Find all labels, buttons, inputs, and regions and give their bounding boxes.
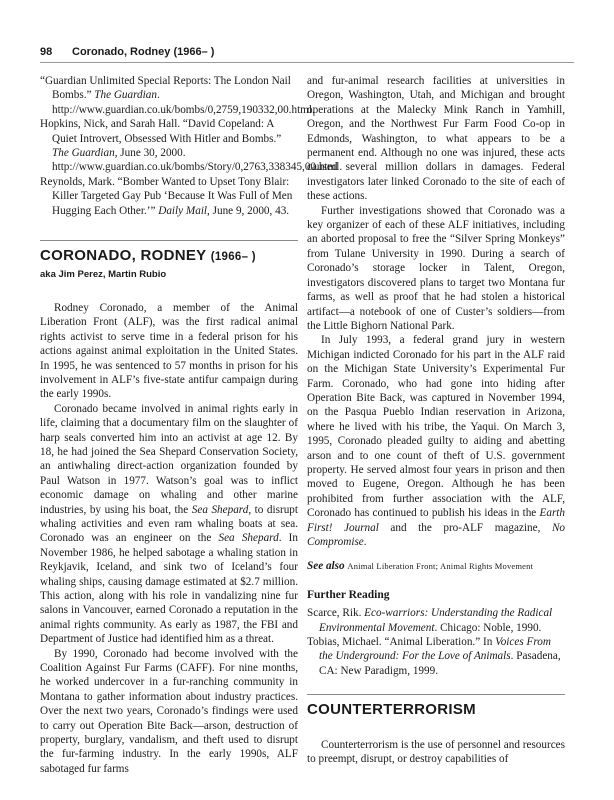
body-paragraph: Further investigations showed that Coronado was a key organizer of each of these ALF initiatives, including an aborted proposal to free the “Silver Spring Monkeys” from Tulane University in 1990. During a search of Coronado’s storage locker in Talent, Oregon, investigators discovered plans to target two Montana fur farms, as well as proof that he had stolen a historical artifact—a notebook of one of Custer’s soldiers—from the Little Bighorn National Park. (307, 204, 565, 332)
body-paragraph: Counterterrorism is the use of personnel and resources to preempt, disrupt, or destroy capabilities of (307, 738, 565, 766)
further-reading-heading: Further Reading (307, 588, 390, 601)
right-column (307, 74, 565, 766)
see-also: See also Animal Liberation Front; Animal Rights Movement (307, 560, 534, 573)
entry-divider (40, 240, 298, 241)
further-reading-entry: Tobias, Michael. “Animal Liberation.” In Voices From the Underground: For the Love of Animals. Pasadena, CA: New Paradigm, 1999. (307, 636, 561, 677)
entry-title: CORONADO, RODNEY (1966– ) (40, 247, 256, 265)
further-reading-entry: Scarce, Rik. Eco-warriors: Understanding the Radical Environmental Movement. Chicago: Noble, 1990. (307, 607, 553, 634)
left-column (40, 74, 343, 776)
entry-aka: aka Jim Perez, Martin Rubio (40, 269, 167, 281)
body-paragraph: and fur-animal research facilities at universities in Oregon, Washington, Utah, and Michigan and brought operations at the Malecky Mink Ranch in Yamhill, Oregon, and the Northwest Fur Farm Food Co-op in Edmonds, Washington, to what appears to be a permanent end. Although no one was injured, these acts caused several million dollars in damages. Federal investigators later linked Coronado to the site of each of these actions. (307, 75, 565, 203)
body-paragraph: In July 1993, a federal grand jury in western Michigan indicted Coronado for his part in the ALF raid on the Michigan State University’s Experimental Fur Farm. Coronado, who had gone into hiding after Operation Bite Back, was captured in November 1994, on the Pasqua Pueblo Indian reservation in Arizona, where he lived with his tribe, the Yaqui. On March 3, 1995, Coronado pleaded guilty to aiding and abetting arson and to one count of theft of U.S. government property. He served almost four years in prison and then moved to Eugene, Oregon. Although he has been prohibited from further association with the ALF, Coronado has continued to publish his ideas in the Earth First! Journal and the pro-ALF magazine, No Compromise. (307, 334, 565, 548)
entry-divider (307, 694, 565, 695)
header-rule (40, 62, 574, 63)
running-header (40, 46, 574, 58)
reference-entry: Hopkins, Nick, and Sarah Hall. “David Copeland: A Quiet Introvert, Obsessed With Hitler and Bombs.” The Guardian, June 30, 2000. http://www.guardian.co.uk/bombs/Story/0,2763,338345,00.html. (40, 118, 343, 174)
reference-entry: Reynolds, Mark. “Bomber Wanted to Upset Tony Blair: Killer Targeted Gay Pub ‘Because It Was Full of Men Hugging Each Other.’” Daily Mail, June 9, 2000, 43. (40, 175, 293, 217)
body-paragraph: Coronado became involved in animal rights early in life, claiming that a documentary film on the slaughter of harp seals converted him into an activist at age 12. By 18, he had joined the Sea Shepard Conservation Society, an antiwhaling direct-action organization founded by Paul Watson in 1977. Watson’s goal was to inflict economic damage on whaling and other marine industries, by using his boat, the Sea Shepard, to disrupt whaling activities and even ram whaling boats at sea. Coronado was an engineer on the Sea Shepard. In November 1986, he helped sabotage a whaling station in Reykjavik, Iceland, and sink two of Iceland’s four whaling ships, causing damage estimated at $2.7 million. This action, along with his role in vandalizing nine fur salons in Vancouver, earned Coronado a reputation in the animal rights community. As early as 1987, the FBI and Department of Justice had identified him as a threat. (40, 402, 299, 646)
page-number: 98 (40, 46, 53, 58)
body-paragraph: Rodney Coronado, a member of the Animal Liberation Front (ALF), was the first radical animal rights activist to serve time in a federal prison for his actions against animal exploitation in the United States. In 1995, he was sentenced to 57 months in prison for his involvement in ALF’s five-state antifur campaign during the early 1990s. (40, 301, 298, 401)
next-entry-title: COUNTERTERRORISM (307, 701, 476, 719)
body-paragraph: By 1990, Coronado had become involved with the Coalition Against Fur Farms (CAFF). For nine months, he worked undercover in a fur-ranching community in Montana to gather information about industry practices. Over the next two years, Coronado’s findings were used to carry out Operation Bite Back—arson, destruction of property, burglary, vandalism, and theft used to disrupt the fur-farming industry. In the early 1990s, ALF sabotaged fur farms (40, 647, 298, 775)
reference-entry: “Guardian Unlimited Special Reports: The London Nail Bombs.” The Guardian. http://www.guardian.co.uk/bombs/0,2759,190332,00.html. (40, 75, 315, 116)
running-title: Coronado, Rodney (1966– ) (72, 46, 215, 58)
